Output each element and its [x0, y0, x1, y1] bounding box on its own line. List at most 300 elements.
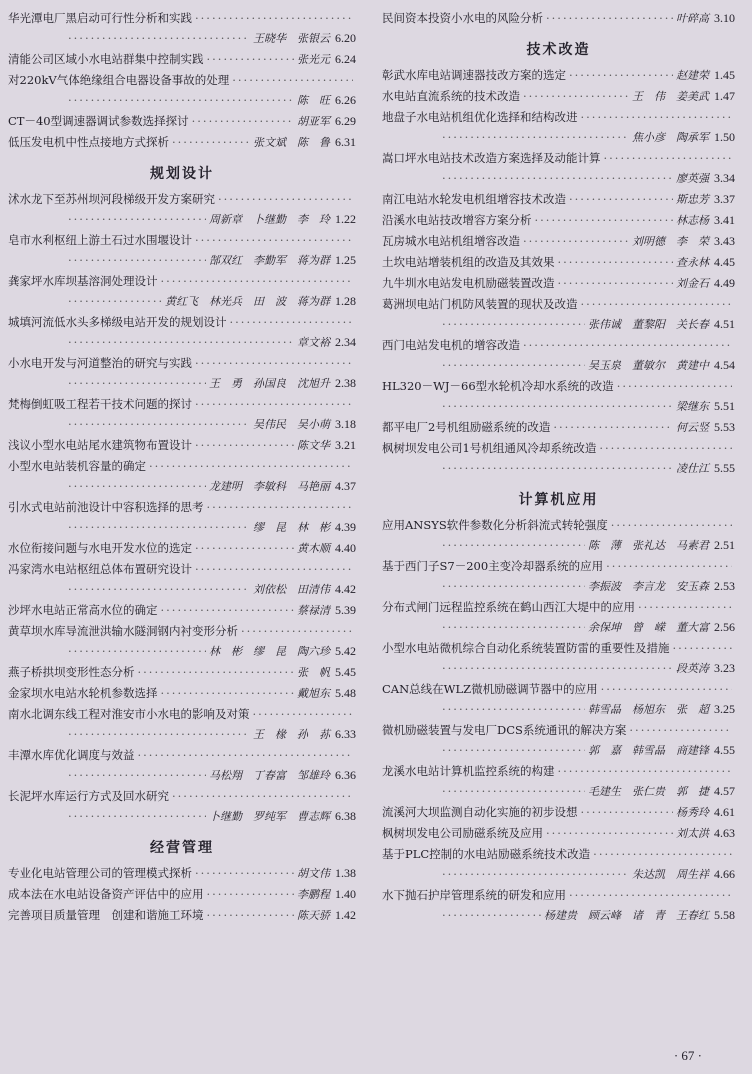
toc-entry-author-line — [382, 535, 735, 556]
toc-entry — [382, 210, 735, 231]
toc-entry-authors: 陈文华 — [297, 439, 330, 452]
right-top-entries — [382, 8, 735, 29]
toc-entry-authors: 林志杨 — [676, 214, 709, 227]
leader-dots — [442, 658, 673, 678]
toc-entry-title-line — [8, 559, 356, 579]
toc-entry-title-line — [382, 679, 735, 699]
leader-dots — [581, 802, 674, 822]
toc-entry-page: 3.43 — [714, 234, 735, 248]
toc-entry-page: 4.39 — [335, 520, 356, 534]
toc-entry-author-line — [8, 476, 356, 497]
leader-dots — [241, 621, 353, 641]
toc-entry-line — [8, 111, 356, 132]
leader-dots — [161, 600, 295, 620]
toc-entry-page: 6.29 — [335, 114, 356, 128]
toc-entry — [8, 230, 356, 271]
leader-dots — [161, 271, 354, 291]
toc-entry-title-line — [8, 621, 356, 641]
planning-entries — [8, 189, 356, 827]
toc-entry-title-line — [8, 70, 356, 90]
toc-entry-authors: 戴旭东 — [297, 687, 330, 700]
toc-entry-line — [382, 273, 735, 294]
toc-entry-title: 民间资本投资小水电的风险分析 — [382, 11, 543, 25]
leader-dots — [218, 189, 353, 209]
toc-entry-title: 基于PLC控制的水电站励磁系统技术改造 — [382, 847, 591, 861]
retrofit-entries — [382, 65, 735, 479]
toc-entry-line — [382, 231, 735, 252]
toc-entry-title: HL320－WJ－66型水轮机冷却水系统的改造 — [382, 379, 614, 393]
toc-entry — [8, 786, 356, 827]
toc-entry-authors: 李鹏程 — [297, 888, 330, 901]
leader-dots — [442, 535, 585, 555]
toc-entry-line — [382, 8, 735, 29]
toc-entry-page: 6.36 — [335, 768, 356, 782]
leader-dots — [442, 576, 585, 596]
toc-entry-title: 丰潭水库优化调度与效益 — [8, 748, 135, 762]
toc-entry-line — [8, 435, 356, 456]
toc-entry — [8, 600, 356, 621]
toc-entry — [8, 704, 356, 745]
leader-dots — [599, 438, 732, 458]
toc-entry-title-line — [382, 438, 735, 458]
toc-entry — [8, 435, 356, 456]
toc-entry-line — [382, 210, 735, 231]
toc-entry-page: 6.38 — [335, 809, 356, 823]
toc-entry-author-line — [8, 250, 356, 271]
toc-entry-author-line — [382, 576, 735, 597]
toc-entry-title-line — [8, 704, 356, 724]
leader-dots — [604, 148, 733, 168]
computer-entries — [382, 515, 735, 926]
toc-entry-line — [8, 49, 356, 70]
toc-entry-title: 都平电厂2号机组励磁系统的改造 — [382, 420, 551, 434]
toc-entry-title: 引水式电站前池设计中容积选择的思考 — [8, 500, 204, 514]
toc-entry-page: 4.66 — [714, 867, 735, 881]
toc-entry-author-line — [382, 458, 735, 479]
toc-entry-title-line — [8, 8, 356, 28]
leader-dots — [195, 863, 294, 883]
toc-entry-title: 西门电站发电机的增容改造 — [382, 338, 520, 352]
toc-entry — [8, 884, 356, 905]
page-number: · 67 · — [673, 1048, 702, 1063]
toc-entry-page: 3.25 — [714, 702, 735, 716]
toc-entry — [8, 189, 356, 230]
toc-entry-page: 4.54 — [714, 358, 735, 372]
toc-entry-title: 土坎电站增装机组的改造及其效果 — [382, 255, 555, 269]
toc-entry-authors: 何云竖 — [676, 421, 709, 434]
leader-dots — [207, 49, 295, 69]
toc-entry-line — [8, 683, 356, 704]
leader-dots — [68, 250, 206, 270]
toc-entry-title-line — [382, 720, 735, 740]
toc-entry-title: 清能公司区域小水电站群集中控制实践 — [8, 52, 204, 66]
toc-entry-title-line — [8, 394, 356, 414]
toc-entry-author-line — [382, 905, 735, 926]
leader-dots — [523, 335, 732, 355]
toc-entry-authors: 凌仕江 — [676, 462, 709, 475]
toc-entry-page: 4.45 — [714, 255, 735, 269]
toc-entry-page: 1.25 — [335, 253, 356, 267]
leader-dots — [68, 806, 206, 826]
leader-dots — [149, 456, 353, 476]
leader-dots — [546, 8, 673, 28]
toc-entry-title: 应用ANSYS软件参数化分析斜流式转轮强度 — [382, 518, 608, 532]
toc-entry-title: 专业化电站管理公司的管理模式探析 — [8, 866, 192, 880]
leader-dots — [442, 355, 585, 375]
toc-entry — [8, 621, 356, 662]
toc-entry-authors: 马松翔 丁春富 邹雄玲 — [209, 769, 330, 782]
toc-entry-title: 完善项目质量管理 创建和谐施工环境 — [8, 908, 204, 922]
toc-entry-title-line — [382, 885, 735, 905]
toc-entry-title-line — [382, 844, 735, 864]
toc-entry-title: 低压发电机中性点接地方式探析 — [8, 135, 169, 149]
leader-dots — [207, 497, 354, 517]
leader-dots — [581, 107, 733, 127]
toc-entry-page: 1.38 — [335, 866, 356, 880]
leader-dots — [581, 294, 733, 314]
leader-dots — [442, 314, 585, 334]
toc-entry — [382, 679, 735, 720]
toc-entry-author-line — [382, 355, 735, 376]
toc-entry — [382, 107, 735, 148]
toc-entry-title: 水位衔接问题与水电开发水位的选定 — [8, 541, 192, 555]
toc-entry-title-line — [8, 353, 356, 373]
toc-entry-title: 水电站直流系统的技术改造 — [382, 89, 520, 103]
toc-entry-authors: 蔡禄清 — [297, 604, 330, 617]
toc-entry-authors: 郭 嘉 韩雪晶 商建锋 — [588, 744, 709, 757]
leader-dots — [195, 230, 353, 250]
toc-entry — [8, 905, 356, 926]
toc-entry-authors: 郜双红 李勤军 蒋为群 — [209, 254, 330, 267]
toc-entry-title: 金家坝水电站水轮机参数选择 — [8, 686, 158, 700]
toc-entry-authors: 韩雪晶 杨旭东 张 超 — [588, 703, 709, 716]
toc-entry — [382, 802, 735, 823]
toc-entry-page: 1.22 — [335, 212, 356, 226]
toc-entry — [8, 662, 356, 683]
leader-dots — [442, 458, 673, 478]
toc-entry — [8, 49, 356, 70]
toc-entry-page: 3.23 — [714, 661, 735, 675]
toc-entry — [382, 417, 735, 438]
leader-dots — [442, 905, 541, 925]
toc-entry-page: 6.20 — [335, 31, 356, 45]
toc-right-column — [382, 8, 735, 926]
toc-entry-author-line — [8, 291, 356, 312]
toc-entry-title: 龚家坪水库坝基溶洞处理设计 — [8, 274, 158, 288]
toc-entry-authors: 斯忠芳 — [676, 193, 709, 206]
toc-entry — [382, 252, 735, 273]
toc-entry-title: 枫树坝发电公司励磁系统及应用 — [382, 826, 543, 840]
toc-entry-page: 6.24 — [335, 52, 356, 66]
toc-entry — [8, 394, 356, 435]
toc-entry-title-line — [8, 497, 356, 517]
toc-entry-page: 2.34 — [335, 335, 356, 349]
leader-dots — [172, 786, 353, 806]
toc-entry-page: 1.50 — [714, 130, 735, 144]
toc-entry-title: 冯家湾水电站枢纽总体布置研究设计 — [8, 562, 192, 576]
toc-entry — [382, 86, 735, 107]
section-title-computer: 计算机应用 — [518, 492, 599, 508]
leader-dots — [68, 724, 250, 744]
toc-entry-title: 龙溪水电站计算机监控系统的构建 — [382, 764, 555, 778]
toc-entry-page: 2.38 — [335, 376, 356, 390]
toc-entry-title: 华光潭电厂黑启动可行性分析和实践 — [8, 11, 192, 25]
toc-entry-author-line — [382, 864, 735, 885]
toc-entry — [8, 8, 356, 49]
toc-entry-authors: 黄木顺 — [297, 542, 330, 555]
toc-entry-authors: 陈 薄 张礼达 马素君 — [588, 539, 709, 552]
leader-dots — [232, 70, 353, 90]
toc-entry-authors: 黄红飞 林光兵 田 波 蒋为群 — [165, 295, 330, 308]
toc-entry-title-line — [382, 638, 735, 658]
toc-entry-title: 基于西门子S7－200主变冷却器系统的应用 — [382, 559, 604, 573]
leader-dots — [68, 373, 206, 393]
leader-dots — [192, 111, 294, 131]
leader-dots — [442, 740, 585, 760]
toc-entry-title: 微机励磁装置与发电厂DCS系统通讯的解决方案 — [382, 723, 627, 737]
toc-entry — [8, 312, 356, 353]
toc-entry-authors: 杨秀玲 — [676, 806, 709, 819]
toc-entry-authors: 刘金石 — [676, 277, 709, 290]
toc-entry-author-line — [382, 617, 735, 638]
toc-entry-authors: 查永林 — [676, 256, 709, 269]
leader-dots — [253, 704, 354, 724]
toc-entry-page: 4.61 — [714, 805, 735, 819]
toc-entry-page: 5.55 — [714, 461, 735, 475]
leader-dots — [68, 332, 294, 352]
leader-dots — [68, 476, 206, 496]
toc-entry — [382, 65, 735, 86]
toc-entry-authors: 林 彬 缪 昆 陶六珍 — [209, 645, 330, 658]
leader-dots — [207, 884, 295, 904]
toc-entry-authors: 刘明德 李 荣 — [632, 235, 709, 248]
toc-entry-page: 4.55 — [714, 743, 735, 757]
toc-entry-authors: 张伟诚 董黎阳 关长春 — [588, 318, 709, 331]
toc-entry-authors: 廖英强 — [676, 172, 709, 185]
toc-entry-author-line — [8, 517, 356, 538]
toc-entry — [8, 497, 356, 538]
toc-entry — [382, 885, 735, 926]
leader-dots — [138, 662, 295, 682]
section-title-planning: 规划设计 — [150, 166, 214, 182]
toc-entry-author-line — [382, 699, 735, 720]
section-title-management: 经营管理 — [150, 840, 214, 856]
toc-entry-line — [8, 600, 356, 621]
leader-dots — [442, 127, 629, 147]
toc-entry-line — [8, 538, 356, 559]
toc-entry-page: 4.42 — [335, 582, 356, 596]
toc-entry — [382, 556, 735, 597]
toc-entry-title: 分布式闸门远程监控系统在鹤山西江大堤中的应用 — [382, 600, 635, 614]
toc-entry-author-line — [8, 28, 356, 49]
toc-entry-page: 1.40 — [335, 887, 356, 901]
toc-entry-page: 3.18 — [335, 417, 356, 431]
toc-entry-page: 3.37 — [714, 192, 735, 206]
toc-entry — [382, 376, 735, 417]
toc-entry — [8, 353, 356, 394]
management-entries — [8, 863, 356, 926]
toc-entry-author-line — [382, 658, 735, 679]
toc-entry-title: 长泥坪水库运行方式及回水研究 — [8, 789, 169, 803]
toc-entry-page: 5.58 — [714, 908, 735, 922]
toc-entry-page: 3.41 — [714, 213, 735, 227]
toc-entry-page: 3.10 — [714, 11, 735, 25]
toc-entry-page: 2.53 — [714, 579, 735, 593]
left-top-entries — [8, 8, 356, 153]
toc-entry-title: 九牛圳水电站发电机励磁装置改造 — [382, 276, 555, 290]
toc-entry-title: 小型水电站微机综合自动化系统装置防雷的重要性及措施 — [382, 641, 670, 655]
toc-entry-authors: 余保坤 曾 嵘 董大富 — [588, 621, 709, 634]
toc-entry-authors: 梁继东 — [676, 400, 709, 413]
toc-entry — [8, 559, 356, 600]
toc-entry — [382, 231, 735, 252]
toc-entry-title: 瓦房城水电站机组增容改造 — [382, 234, 520, 248]
toc-entry-title: 嵩口坪水电站技术改造方案选择及动能计算 — [382, 151, 601, 165]
toc-entry-title: 浅议小型水电站尾水建筑物布置设计 — [8, 438, 192, 452]
toc-entry — [382, 335, 735, 376]
toc-entry-page: 4.49 — [714, 276, 735, 290]
toc-entry-author-line — [8, 332, 356, 353]
toc-entry-page: 2.51 — [714, 538, 735, 552]
leader-dots — [611, 515, 732, 535]
toc-entry-title-line — [8, 745, 356, 765]
toc-entry — [8, 863, 356, 884]
toc-entry-title: 城填河流低水头多梯级电站开发的规划设计 — [8, 315, 227, 329]
toc-entry-authors: 张 帆 — [297, 666, 330, 679]
toc-entry-line — [382, 86, 735, 107]
toc-entry — [382, 515, 735, 556]
toc-entry-title-line — [8, 271, 356, 291]
toc-entry-title-line — [8, 312, 356, 332]
toc-entry-page: 6.33 — [335, 727, 356, 741]
toc-entry-page: 5.51 — [714, 399, 735, 413]
toc-entry-authors: 胡亚军 — [297, 115, 330, 128]
toc-entry — [382, 294, 735, 335]
toc-entry-page: 5.45 — [335, 665, 356, 679]
toc-entry-author-line — [8, 209, 356, 230]
leader-dots — [195, 538, 294, 558]
toc-entry-authors: 吴玉泉 董敏尔 黄建中 — [588, 359, 709, 372]
leader-dots — [68, 28, 250, 48]
toc-entry-title-line — [382, 761, 735, 781]
toc-entry-authors: 李振波 李言龙 安玉森 — [588, 580, 709, 593]
toc-entry-page: 1.28 — [335, 294, 356, 308]
section-title-retrofit: 技术改造 — [526, 42, 591, 58]
toc-entry — [382, 189, 735, 210]
toc-entry-page: 4.40 — [335, 541, 356, 555]
leader-dots — [601, 679, 732, 699]
toc-entry-author-line — [8, 579, 356, 600]
toc-entry-page: 5.42 — [335, 644, 356, 658]
toc-entry-title: CT－40型调速器调试参数选择探讨 — [8, 114, 189, 128]
leader-dots — [195, 8, 353, 28]
leader-dots — [442, 781, 585, 801]
leader-dots — [569, 189, 673, 209]
toc-entry — [382, 438, 735, 479]
toc-entry-title: 南江电站水轮发电机组增容技术改造 — [382, 192, 566, 206]
toc-entry-author-line — [382, 127, 735, 148]
toc-entry-title-line — [8, 230, 356, 250]
leader-dots — [195, 394, 353, 414]
toc-entry-authors: 赵建荣 — [676, 69, 709, 82]
leader-dots — [68, 90, 294, 110]
toc-entry — [382, 148, 735, 189]
toc-entry-title: 沭水龙下至苏州坝河段梯级开发方案研究 — [8, 192, 215, 206]
leader-dots — [68, 765, 206, 785]
toc-entry-page: 5.48 — [335, 686, 356, 700]
leader-dots — [207, 905, 295, 925]
toc-entry-title-line — [382, 376, 735, 396]
toc-entry-title: 水下抛石护岸管理系统的研发和应用 — [382, 888, 566, 902]
leader-dots — [558, 761, 733, 781]
leader-dots — [553, 417, 673, 437]
toc-entry-authors: 王 勇 孙国良 沈旭升 — [209, 377, 330, 390]
toc-entry-title: 地盘子水电站机组优化选择和结构改进 — [382, 110, 578, 124]
toc-entry-page: 5.53 — [714, 420, 735, 434]
toc-entry-page: 5.39 — [335, 603, 356, 617]
toc-entry-authors: 毛建生 张仁贵 郭 捷 — [588, 785, 709, 798]
toc-entry-author-line — [8, 414, 356, 435]
leader-dots — [68, 517, 250, 537]
leader-dots — [558, 252, 674, 272]
toc-entry-author-line — [382, 740, 735, 761]
toc-entry-title-line — [8, 456, 356, 476]
toc-entry-line — [8, 662, 356, 683]
toc-entry — [8, 683, 356, 704]
toc-entry-page: 4.63 — [714, 826, 735, 840]
toc-entry-authors: 段英涛 — [676, 662, 709, 675]
toc-entry-author-line — [8, 765, 356, 786]
leader-dots — [195, 559, 353, 579]
toc-entry — [8, 456, 356, 497]
toc-entry-page: 3.21 — [335, 438, 356, 452]
toc-entry-authors: 陈天骄 — [297, 909, 330, 922]
toc-entry-title: CAN总线在WLZ微机励磁调节器中的应用 — [382, 682, 598, 696]
toc-entry-author-line — [8, 90, 356, 111]
leader-dots — [195, 353, 353, 373]
leader-dots — [442, 864, 629, 884]
toc-entry-authors: 张光元 — [297, 53, 330, 66]
toc-entry — [382, 8, 735, 29]
leader-dots — [442, 396, 673, 416]
leader-dots — [442, 168, 673, 188]
toc-entry-authors: 王 椽 孙 荪 — [253, 728, 330, 741]
toc-entry — [382, 638, 735, 679]
toc-entry-page: 6.26 — [335, 93, 356, 107]
leader-dots — [172, 132, 250, 152]
toc-entry-title: 沙坪水电站正常高水位的确定 — [8, 603, 158, 617]
toc-left-column — [8, 8, 356, 926]
toc-entry-authors: 王 伟 姜美武 — [632, 90, 709, 103]
toc-entry-page: 4.51 — [714, 317, 735, 331]
toc-entry-title: 皂市水利枢纽上游土石过水围堰设计 — [8, 233, 192, 247]
toc-entry — [8, 132, 356, 153]
toc-entry-line — [382, 823, 735, 844]
toc-entry-title-line — [382, 515, 735, 535]
toc-entry-title: 黄草坝水库导流泄洪输水隧洞钢内衬变形分析 — [8, 624, 238, 638]
toc-entry-authors: 胡文伟 — [297, 867, 330, 880]
toc-entry-page: 4.57 — [714, 784, 735, 798]
toc-entry-line — [382, 252, 735, 273]
toc-entry-authors: 张文斌 陈 鲁 — [253, 136, 330, 149]
leader-dots — [558, 273, 674, 293]
leader-dots — [442, 617, 585, 637]
leader-dots — [638, 597, 732, 617]
toc-entry-title: 南水北调东线工程对淮安市小水电的影响及对策 — [8, 707, 250, 721]
toc-entry-line — [382, 802, 735, 823]
leader-dots — [68, 209, 206, 229]
toc-entry-line — [8, 132, 356, 153]
